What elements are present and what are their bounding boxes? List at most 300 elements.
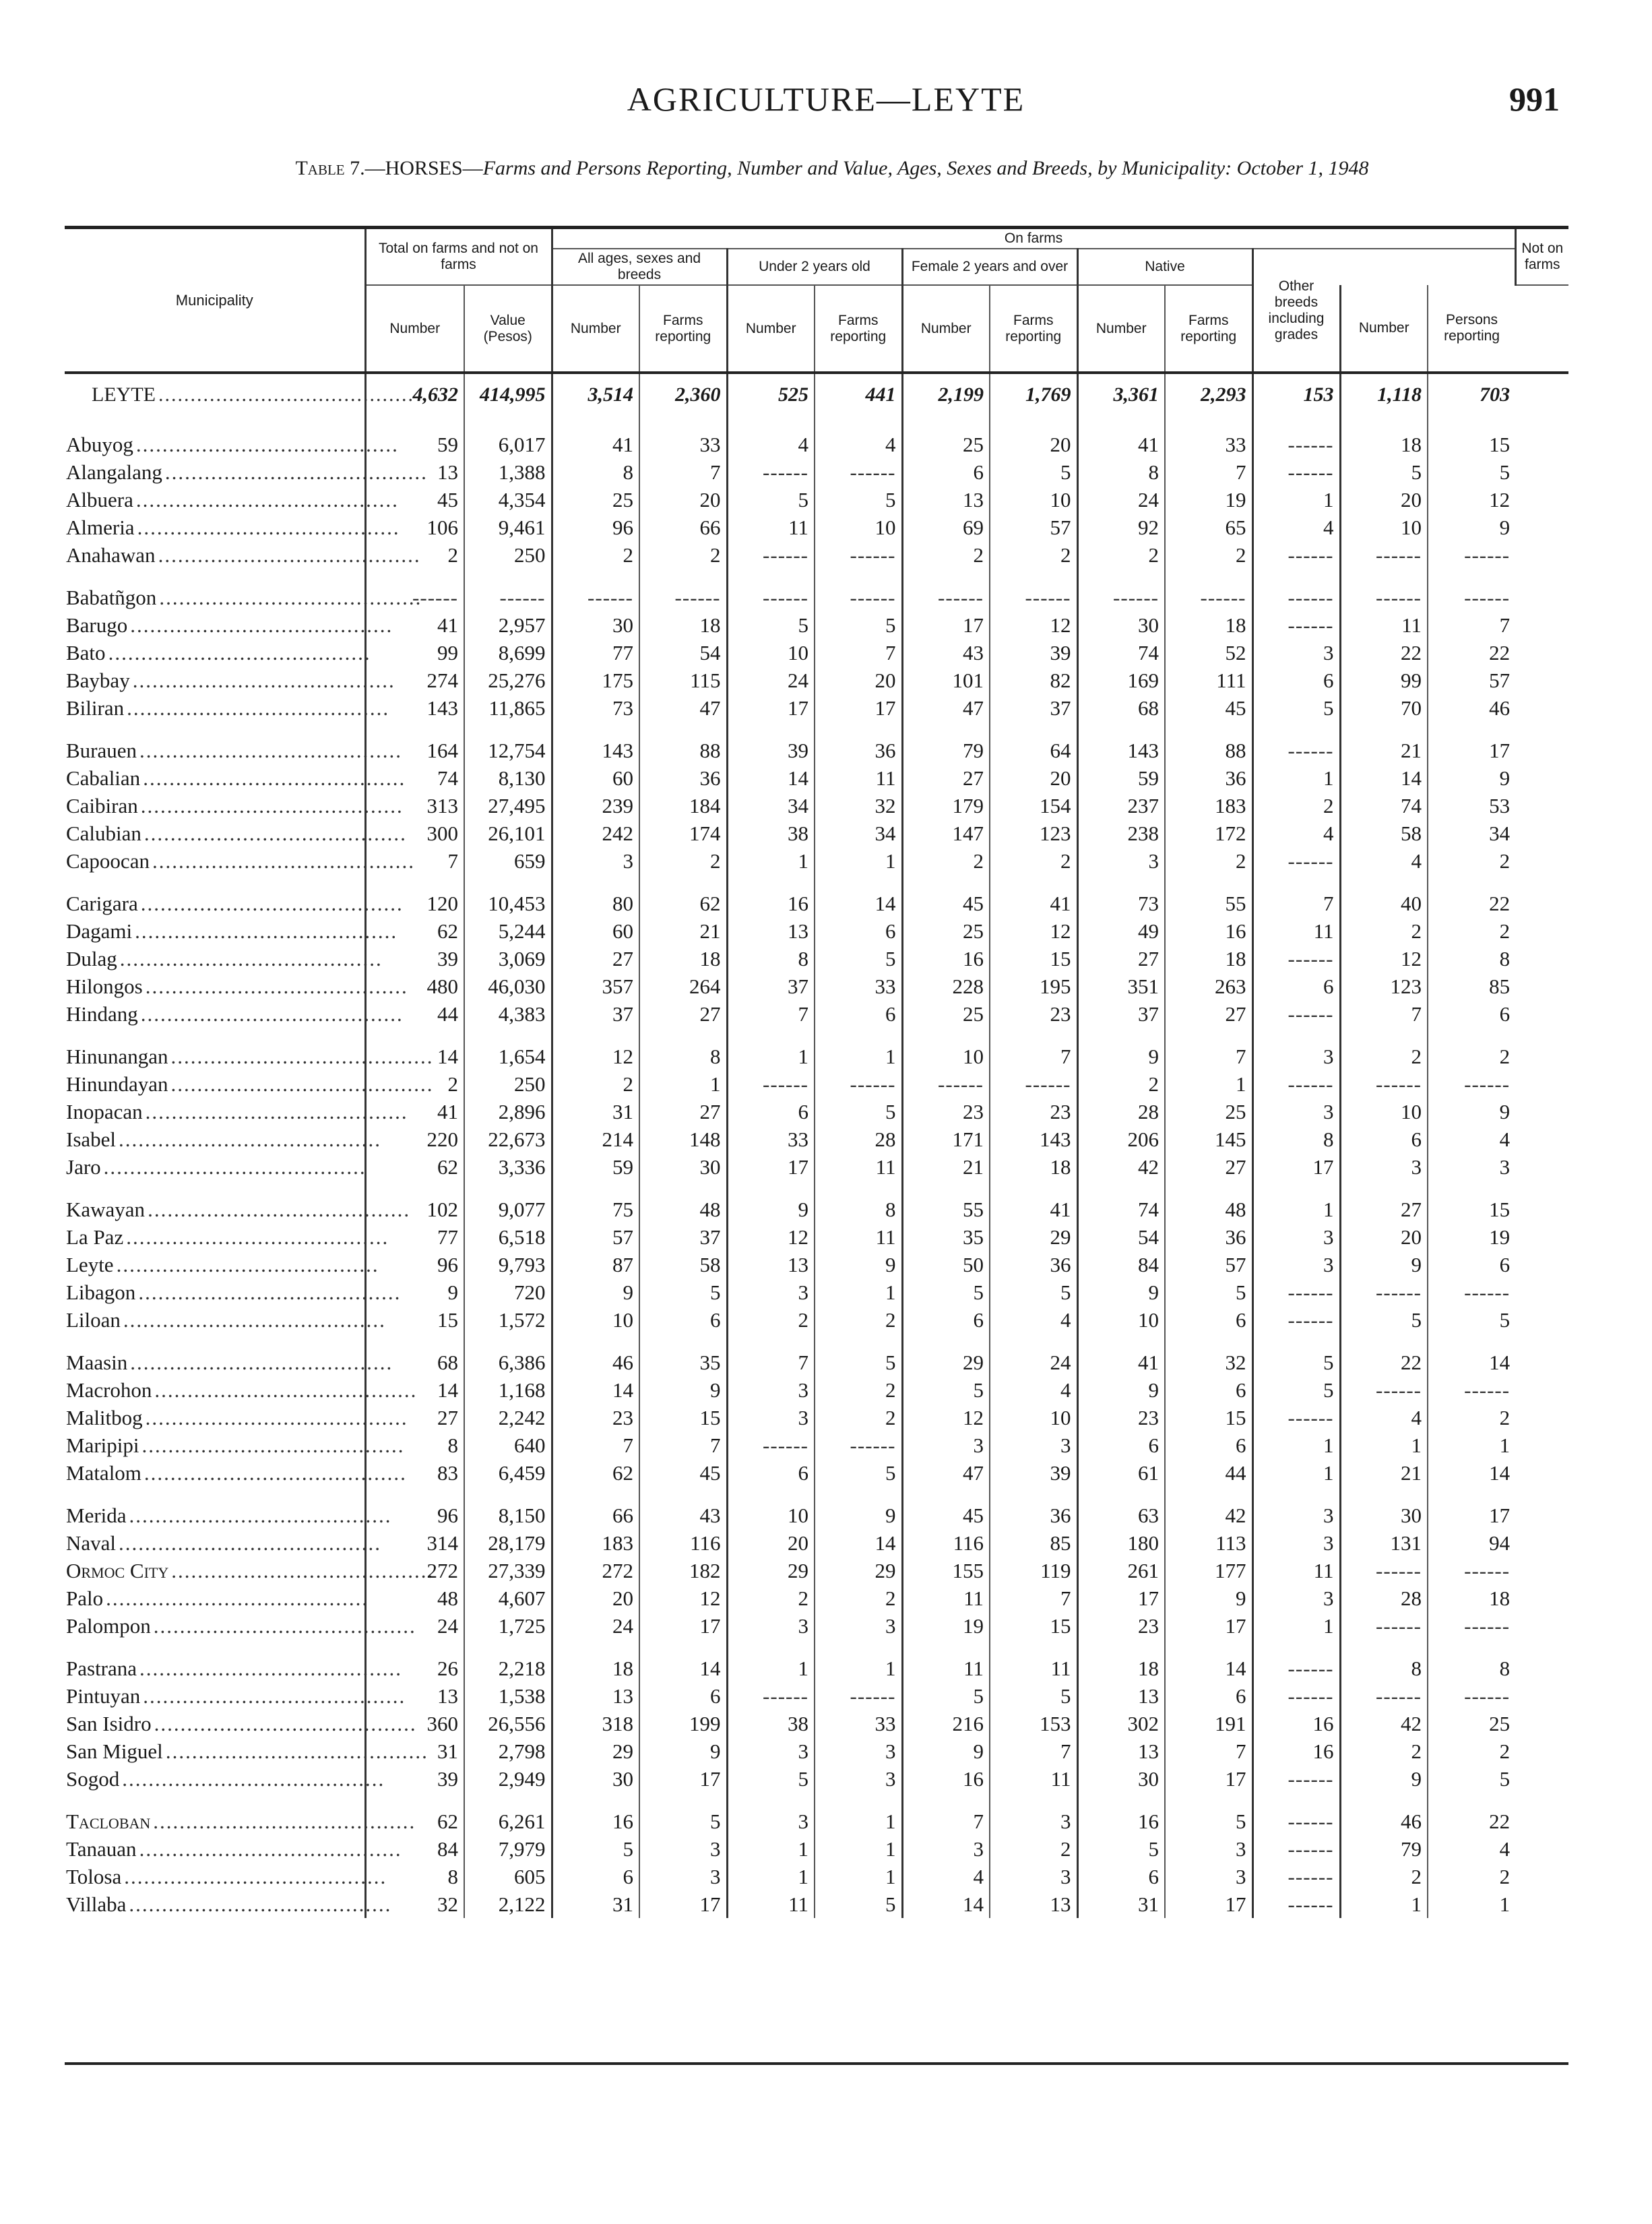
table-cell: 15: [990, 1612, 1077, 1640]
municipality-name: [65, 1028, 434, 1070]
table-row: [65, 611, 1568, 639]
table-cell: 3: [990, 1793, 1077, 1835]
table-row: [65, 1181, 1568, 1223]
table-cell: 15: [639, 1404, 727, 1431]
table-cell: 6: [1077, 1431, 1165, 1459]
table-cell: 2: [1077, 1070, 1165, 1098]
table-row: [65, 1278, 1568, 1306]
leader-dots: ........................................: [108, 641, 371, 665]
table-cell: 17: [727, 694, 815, 722]
table-cell: 2: [639, 541, 727, 569]
table-cell: 115: [639, 667, 727, 694]
table-row: [65, 1765, 1568, 1793]
municipality-label: Villaba: [66, 1892, 129, 1916]
leader-dots: ........................................: [165, 1739, 428, 1763]
table-row: [65, 1835, 1568, 1863]
table-cell: 2: [1340, 1737, 1428, 1765]
empty-leader: ------: [587, 586, 633, 609]
table-cell: 250: [464, 541, 552, 569]
table-cell: 7: [815, 639, 902, 667]
table-cell: 10: [990, 1404, 1077, 1431]
table-cell: [1252, 1640, 1340, 1682]
table-row: [65, 1404, 1568, 1431]
table-cell: 199: [639, 1710, 727, 1737]
table-cell: 7: [727, 1000, 815, 1028]
table-cell: 264: [639, 972, 727, 1000]
empty-leader: ------: [850, 1072, 896, 1096]
table-cell: 45: [365, 486, 464, 514]
table-cell: 14: [1340, 764, 1428, 792]
municipality-name: [65, 1431, 405, 1459]
table-cell: 1: [815, 1793, 902, 1835]
table-cell: 3: [727, 1278, 815, 1306]
table-cell: 1: [1252, 764, 1340, 792]
table-cell: 3: [1165, 1835, 1252, 1863]
table-cell: 9: [727, 1181, 815, 1223]
table-cell: 88: [639, 722, 727, 764]
table-cell: 263: [1165, 972, 1252, 1000]
table-cell: 106: [365, 514, 464, 541]
table-cell: [1252, 416, 1340, 458]
table-cell: 2: [1165, 847, 1252, 875]
table-cell: 10: [902, 1028, 990, 1070]
table-cell: 69: [902, 514, 990, 541]
table-cell: 32: [1165, 1334, 1252, 1376]
table-cell: 74: [365, 764, 464, 792]
municipality-name: [65, 1000, 404, 1028]
leader-dots: ........................................: [140, 892, 404, 915]
municipality-name: [65, 792, 404, 820]
header-notfarms-persons: Persons reporting: [1428, 285, 1515, 373]
table-cell: 21: [1340, 722, 1428, 764]
table-cell: 1: [1252, 1181, 1340, 1223]
table-cell: 17: [639, 1890, 727, 1918]
table-cell: 22,673: [464, 1125, 552, 1153]
table-cell: 30: [1077, 611, 1165, 639]
table-cell: 20: [990, 416, 1077, 458]
table-cell: 27: [639, 1098, 727, 1125]
leader-dots: ........................................: [129, 1504, 392, 1527]
table-cell: 43: [902, 639, 990, 667]
table-cell: 27: [902, 764, 990, 792]
table-cell: 1: [727, 1028, 815, 1070]
table-cell: 26,556: [464, 1710, 552, 1737]
table-cell: 8,150: [464, 1487, 552, 1529]
table-cell: 7: [990, 1737, 1077, 1765]
table-cell: 11: [727, 514, 815, 541]
table-cell: 18: [1340, 416, 1428, 458]
table-cell: 57: [552, 1223, 639, 1251]
table-cell: 57: [1165, 1251, 1252, 1278]
table-cell: 216: [902, 1710, 990, 1737]
municipality-name: [65, 1487, 392, 1529]
table-cell: 7: [1252, 875, 1340, 917]
header-under-2: Under 2 years old: [727, 249, 902, 285]
table-cell: 1,654: [464, 1028, 552, 1070]
table-cell: 4,354: [464, 486, 552, 514]
table-cell: 9: [1428, 764, 1515, 792]
table-cell: 143: [365, 694, 464, 722]
municipality-label: Baybay: [66, 669, 133, 692]
table-caption: [108, 154, 1556, 183]
table-cell: 29: [902, 1334, 990, 1376]
table-cell: 47: [639, 694, 727, 722]
leader-dots: ........................................: [122, 1767, 385, 1791]
table-cell: 3: [990, 1863, 1077, 1890]
table-row: [65, 1710, 1568, 1737]
table-cell: 1,388: [464, 458, 552, 486]
table-cell: 6,459: [464, 1459, 552, 1487]
municipality-label: Leyte: [66, 1253, 117, 1276]
table-cell: 116: [639, 1529, 727, 1557]
table-cell: 16: [1252, 1737, 1340, 1765]
leader-dots: ........................................: [144, 822, 407, 845]
table-cell: 1: [815, 1863, 902, 1890]
municipality-name: [65, 1278, 402, 1306]
table-cell: 2: [1428, 847, 1515, 875]
table-cell: 20: [552, 1584, 639, 1612]
table-cell: 10,453: [464, 875, 552, 917]
table-cell: 9: [1340, 1251, 1428, 1278]
table-cell: [1252, 722, 1340, 764]
table-cell: 6: [1165, 1682, 1252, 1710]
table-cell: 2: [1077, 541, 1165, 569]
municipality-name: [65, 1376, 418, 1404]
table-cell: 9,461: [464, 514, 552, 541]
table-cell: 34: [815, 820, 902, 847]
table-cell: 23: [902, 1098, 990, 1125]
table-cell: 60: [552, 917, 639, 945]
table-row: [65, 1682, 1568, 1710]
empty-leader: ------: [1288, 586, 1334, 609]
table-cell: 27: [365, 1404, 464, 1431]
table-bottom-rule: [65, 2062, 1568, 2065]
table-cell: 143: [990, 1125, 1077, 1153]
table-cell: 9: [639, 1376, 727, 1404]
municipality-name: [65, 1612, 416, 1640]
municipality-name: [65, 373, 414, 416]
table-cell: 12: [1340, 945, 1428, 972]
empty-leader: ------: [1288, 613, 1334, 637]
table-cell: 8: [552, 458, 639, 486]
table-cell: 5: [815, 1459, 902, 1487]
table-cell: 13: [365, 1682, 464, 1710]
table-cell: 68: [365, 1334, 464, 1376]
empty-leader: ------: [850, 586, 896, 609]
table-cell: 33: [727, 1125, 815, 1153]
municipality-name: [65, 1251, 379, 1278]
table-cell: 1: [727, 1863, 815, 1890]
table-cell: 4: [1252, 514, 1340, 541]
municipality-name: [65, 1529, 382, 1557]
table-cell: [1077, 569, 1165, 611]
header-native: Native: [1077, 249, 1252, 285]
table-cell: [1252, 458, 1340, 486]
table-cell: 19: [902, 1612, 990, 1640]
table-cell: 7: [1165, 1737, 1252, 1765]
table-cell: 18: [990, 1153, 1077, 1181]
table-cell: 10: [990, 486, 1077, 514]
table-cell: 179: [902, 792, 990, 820]
table-cell: 17: [1077, 1584, 1165, 1612]
table-cell: 4: [1340, 847, 1428, 875]
empty-leader: ------: [1288, 1810, 1334, 1833]
table-cell: 8: [1428, 1640, 1515, 1682]
table-cell: 6: [815, 917, 902, 945]
table-cell: 360: [365, 1710, 464, 1737]
table-cell: 80: [552, 875, 639, 917]
empty-leader: ------: [1025, 1072, 1071, 1096]
table-cell: 2: [815, 1376, 902, 1404]
table-cell: 3: [639, 1835, 727, 1863]
table-cell: 318: [552, 1710, 639, 1737]
table-cell: 6,518: [464, 1223, 552, 1251]
table-cell: 38: [727, 820, 815, 847]
table-cell: 2: [1165, 541, 1252, 569]
table-cell: 4: [727, 416, 815, 458]
empty-leader: ------: [763, 460, 808, 484]
table-cell: 12: [990, 917, 1077, 945]
municipality-label: Maripipi: [66, 1433, 142, 1457]
table-row: [65, 847, 1568, 875]
empty-leader: ------: [1200, 586, 1246, 609]
table-cell: 33: [815, 972, 902, 1000]
table-cell: 3: [1428, 1153, 1515, 1181]
empty-leader: ------: [1288, 1837, 1334, 1861]
table-cell: 11: [815, 1153, 902, 1181]
municipality-name: [65, 416, 399, 458]
municipality-label: Hinunangan: [66, 1045, 171, 1068]
table-cell: 10: [552, 1306, 639, 1334]
empty-leader: ------: [1288, 1280, 1334, 1304]
table-cell: 79: [1340, 1835, 1428, 1863]
table-cell: 3: [1340, 1153, 1428, 1181]
municipality-label: Barugo: [66, 613, 130, 637]
table-cell: 30: [639, 1153, 727, 1181]
table-cell: [990, 1070, 1077, 1098]
leader-dots: ........................................: [139, 739, 403, 762]
table-cell: 1: [639, 1070, 727, 1098]
table-cell: 11: [815, 1223, 902, 1251]
municipality-name: [65, 1793, 416, 1835]
empty-leader: ------: [1464, 1378, 1511, 1402]
table-cell: 36: [1165, 764, 1252, 792]
table-cell: 5: [727, 611, 815, 639]
municipality-label: San Isidro: [66, 1712, 154, 1735]
table-cell: 6: [902, 1306, 990, 1334]
table-cell: [1340, 1612, 1428, 1640]
table-cell: 16: [552, 1793, 639, 1835]
table-cell: 43: [639, 1487, 727, 1529]
table-cell: 13: [552, 1682, 639, 1710]
table-cell: 13: [990, 1890, 1077, 1918]
empty-leader: ------: [1464, 586, 1511, 609]
table-cell: [1252, 611, 1340, 639]
empty-leader: ------: [1288, 1002, 1334, 1026]
leader-dots: ........................................: [140, 794, 404, 817]
table-cell: 16: [727, 875, 815, 917]
table-row: [65, 1737, 1568, 1765]
table-cell: 17: [1428, 1487, 1515, 1529]
municipality-label: Dagami: [66, 919, 135, 943]
table-cell: 27: [1077, 945, 1165, 972]
leader-dots: ........................................: [119, 1128, 382, 1151]
table-cell: 169: [1077, 667, 1165, 694]
table-cell: 64: [990, 722, 1077, 764]
leader-dots: ........................................: [103, 1155, 367, 1179]
table-cell: 111: [1165, 667, 1252, 694]
table-cell: 8,699: [464, 639, 552, 667]
table-row: [65, 764, 1568, 792]
table-row: [65, 1487, 1568, 1529]
table-cell: 15: [1428, 1181, 1515, 1223]
table-cell: 3: [990, 1431, 1077, 1459]
leader-dots: ........................................: [124, 1865, 387, 1888]
table-cell: 9: [1340, 1765, 1428, 1793]
table-cell: 2,242: [464, 1404, 552, 1431]
municipality-label: Palo: [66, 1586, 106, 1610]
table-cell: 41: [990, 1181, 1077, 1223]
table-cell: 238: [1077, 820, 1165, 847]
empty-leader: ------: [1464, 1614, 1511, 1638]
table-cell: [1252, 1278, 1340, 1306]
table-cell: [815, 569, 902, 611]
municipality-name: [65, 458, 428, 486]
table-cell: 5: [1252, 694, 1340, 722]
table-cell: 659: [464, 847, 552, 875]
table-cell: 5: [815, 945, 902, 972]
table-cell: 6: [1252, 972, 1340, 1000]
leader-dots: ........................................: [152, 849, 415, 873]
municipality-label: Matalom: [66, 1461, 144, 1485]
municipality-label: Tacloban: [66, 1810, 153, 1833]
table-cell: 6: [639, 1682, 727, 1710]
leader-dots: ........................................: [145, 975, 408, 998]
table-row: [65, 1584, 1568, 1612]
table-cell: 18: [1165, 945, 1252, 972]
table-cell: 28: [815, 1125, 902, 1153]
table-cell: 414,995: [464, 373, 552, 416]
table-row: [65, 1153, 1568, 1181]
table-cell: 1: [1165, 1070, 1252, 1098]
table-cell: 11: [902, 1640, 990, 1682]
table-cell: 22: [1340, 1334, 1428, 1376]
leader-dots: ........................................: [135, 433, 399, 456]
table-cell: 9: [1077, 1376, 1165, 1404]
table-cell: 8: [639, 1028, 727, 1070]
table-cell: 2: [902, 847, 990, 875]
table-cell: 101: [902, 667, 990, 694]
table-cell: 24: [365, 1612, 464, 1640]
table-cell: [815, 1431, 902, 1459]
table-cell: 25,276: [464, 667, 552, 694]
table-cell: 2: [1428, 1737, 1515, 1765]
table-cell: 12: [1428, 486, 1515, 514]
header-native-farms: Farms reporting: [1165, 285, 1252, 373]
municipality-name: [65, 486, 399, 514]
table-cell: 87: [552, 1251, 639, 1278]
table-cell: 7: [1165, 1028, 1252, 1070]
table-cell: 21: [639, 917, 727, 945]
empty-leader: ------: [1376, 1684, 1422, 1708]
empty-leader: ------: [1464, 1280, 1511, 1304]
table-cell: 8: [365, 1863, 464, 1890]
table-cell: 4: [1428, 1125, 1515, 1153]
table-cell: 20: [1340, 1223, 1428, 1251]
table-cell: 7: [1165, 458, 1252, 486]
table-cell: 27: [1340, 1181, 1428, 1223]
leader-dots: ........................................: [170, 1045, 434, 1068]
table-cell: 147: [902, 820, 990, 847]
table-cell: 17: [1165, 1765, 1252, 1793]
table-cell: 2: [552, 1070, 639, 1098]
municipality-label: San Miguel: [66, 1739, 166, 1763]
empty-leader: ------: [1464, 1559, 1511, 1582]
table-cell: [902, 1070, 990, 1098]
table-cell: [1428, 569, 1515, 611]
table-cell: 2,798: [464, 1737, 552, 1765]
table-cell: 46,030: [464, 972, 552, 1000]
table-cell: 6: [1252, 667, 1340, 694]
municipality-name: [65, 820, 407, 847]
table-cell: 7: [990, 1028, 1077, 1070]
table-cell: 5,244: [464, 917, 552, 945]
municipality-label: Palompon: [66, 1614, 154, 1638]
table-cell: 28: [1340, 1584, 1428, 1612]
municipality-label: Caibiran: [66, 794, 141, 817]
table-cell: [639, 569, 727, 611]
table-cell: 8: [815, 1181, 902, 1223]
table-cell: 31: [552, 1890, 639, 1918]
caption-subtitle: Farms and Persons Reporting, Number and Value, Ages, Sexes and Breeds, by Municipality: October 1, 1948: [482, 157, 1369, 179]
table-cell: [727, 541, 815, 569]
table-cell: 39: [990, 639, 1077, 667]
table-cell: 4,632: [365, 373, 464, 416]
table-cell: 27: [639, 1000, 727, 1028]
table-cell: 10: [727, 1487, 815, 1529]
table-cell: 39: [990, 1459, 1077, 1487]
table-cell: 206: [1077, 1125, 1165, 1153]
empty-leader: ------: [1288, 433, 1334, 456]
table-cell: 4,383: [464, 1000, 552, 1028]
municipality-name: [65, 1181, 411, 1223]
table-cell: 11: [902, 1584, 990, 1612]
table-row: [65, 1334, 1568, 1376]
table-cell: 19: [1165, 486, 1252, 514]
table-cell: 8: [1252, 1125, 1340, 1153]
table-cell: 6: [639, 1306, 727, 1334]
table-cell: 148: [639, 1125, 727, 1153]
leader-dots: ........................................: [116, 1253, 379, 1276]
table-cell: 23: [990, 1000, 1077, 1028]
table-cell: 6: [552, 1863, 639, 1890]
table-row: [65, 1431, 1568, 1459]
header-total-value: Value (Pesos): [464, 285, 552, 373]
municipality-label: Sogod: [66, 1767, 122, 1791]
table-cell: [1340, 1682, 1428, 1710]
table-cell: 16: [1252, 1710, 1340, 1737]
table-cell: 9: [1165, 1584, 1252, 1612]
municipality-label: Dulag: [66, 947, 120, 970]
table-cell: 2: [727, 1306, 815, 1334]
table-cell: 10: [1340, 1098, 1428, 1125]
table-cell: 33: [815, 1710, 902, 1737]
table-cell: 34: [727, 792, 815, 820]
table-cell: 3: [1252, 1028, 1340, 1070]
table-cell: 53: [1428, 792, 1515, 820]
table-cell: 37: [639, 1223, 727, 1251]
table-cell: 300: [365, 820, 464, 847]
